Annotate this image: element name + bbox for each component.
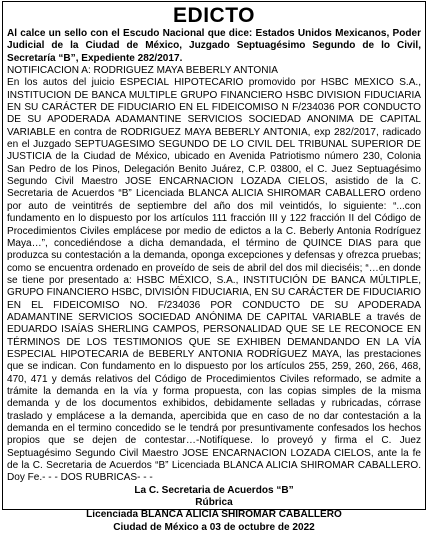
edict-title: EDICTO (173, 4, 255, 27)
signature-name: Licenciada BLANCA ALICIA SHIROMAR CABALLERO (86, 509, 342, 521)
edict-body: En los autos del juicio ESPECIAL HIPOTECARIO promovido por HSBC MEXICO S.A., INSTITUCION DE BANCA MULTIPLE GRUPO FINANCIERO HSBC DIVISION FIDUCIARIA EN SU CARÁCTER DE FIDUCIARIO EN EL FIDEICOMISO N F/234036 POR CONDUCTO DE SU APODERADA ADAMANTINE SERVICIOS SOCIEDAD ANONIMA DE CAPITAL VARIABLE en contra de RODRIGUEZ MAYA BEBERLY ANTONIA, exp 282/2017, radicado en el Juzgado SEPTUAGESIMO SEGUNDO DE LO CIVIL DEL TRIBUNAL SUPERIOR DE JUSTICIA de la Ciudad de México, ubicado en Avenida Patriotismo número 230, Colonia San Pedro de los Pinos, Delegación Benito Juárez, C.P. 03800, el C. Juez Septuagésimo Segundo Civil Maestro JOSE ENCARNACION LOZADA CIELOS, asistido de la C. Secretaria de Acuerdos “B” Licenciada BLANCA ALICIA SHIROMAR CABALLERO ordeno por auto de veintitrés de septiembre del año dos mil veintidós, lo siguiente: “...con fundamento en lo dispuesto por los artículos 111 fracción III y 122 fracción II del Código de Procedimientos Civiles emplácese por medio de edictos a la C. Beberly Antonia Rodríguez Maya…”, concediéndose a dicha demandada, el término de QUINCE DIAS para que produzca su contestación a la demanda, oponga excepciones y defensas y ofrezca pruebas; como se encuentra ordenado en proveído de seis de abril del dos mil dieciséis; “…en donde se tiene por presentado a: HSBC MÉXICO, S.A., INSTITUCIÓN DE BANCA MÚLTIPLE, GRUPO FINANCIERO HSBC, DIVISIÓN FIDUCIARIA, EN SU CARÁCTER DE FIDUCIARIO EN EL FIDEICOMISO NO. F/234036 POR CONDUCTO DE SU APODERADA ADAMANTINE SERVICIOS SOCIEDAD ANÓNIMA DE CAPITAL VARIABLE a través de EDUARDO ISAÍAS SHERLING CAMPOS, PERSONALIDAD QUE SE LE RECONOCE EN TÉRMINOS DE LOS TESTIMONIOS QUE SE EXHIBEN DEMANDANDO EN LA VÍA ESPECIAL HIPOTECARIA de BEBERLY ANTONIA RODRÍGUEZ MAYA, las prestaciones que se indican. Con fundamento en lo dispuesto por los artículos 255, 259, 260, 266, 468, 470, 471 y demás relativos del Código de Procedimientos Civiles reformado, se admite a trámite la demanda en la vía y forma propuesta, con las copias simples de la misma demanda y de los documentos exhibidos, debidamente selladas y rubricadas, córrase traslado y emplácese a la demanda, apercibida que en caso de no dar contestación a la demanda en el termino concedido se le tendrá por presuntivamente confesados los hechos propios que se dejen de contestar…-Notifíquese. lo proveyó y firma el C. Juez Septuagésimo Segundo Civil Maestro JOSE ENCARNACION LOZADA CIELOS, ante la fe de la C. Secretaria de Acuerdos “B” Licenciada BLANCA ALICIA SHIROMAR CABALLERO. Doy Fe.- - - DOS RUBRICAS- - - (7, 77, 421, 484)
edict-notice (2, 1, 426, 533)
edict-content (3, 27, 425, 534)
signature-rubrica: Rúbrica (195, 497, 233, 509)
signature-role: La C. Secretaria de Acuerdos “B” (134, 484, 294, 496)
signature-date: Ciudad de México a 03 de octubre de 2022 (113, 521, 315, 533)
notification-line: NOTIFICACION A: RODRIGUEZ MAYA BEBERLY ANTONIA (7, 65, 278, 77)
seal-description: Al calce un sello con el Escudo Nacional que dice: Estados Unidos Mexicanos, Poder Judicial de la Ciudad de México, Juzgado Septuagésimo Segundo de lo Civil, Secretaría “B”, Expediente 282/2017. (7, 28, 421, 64)
